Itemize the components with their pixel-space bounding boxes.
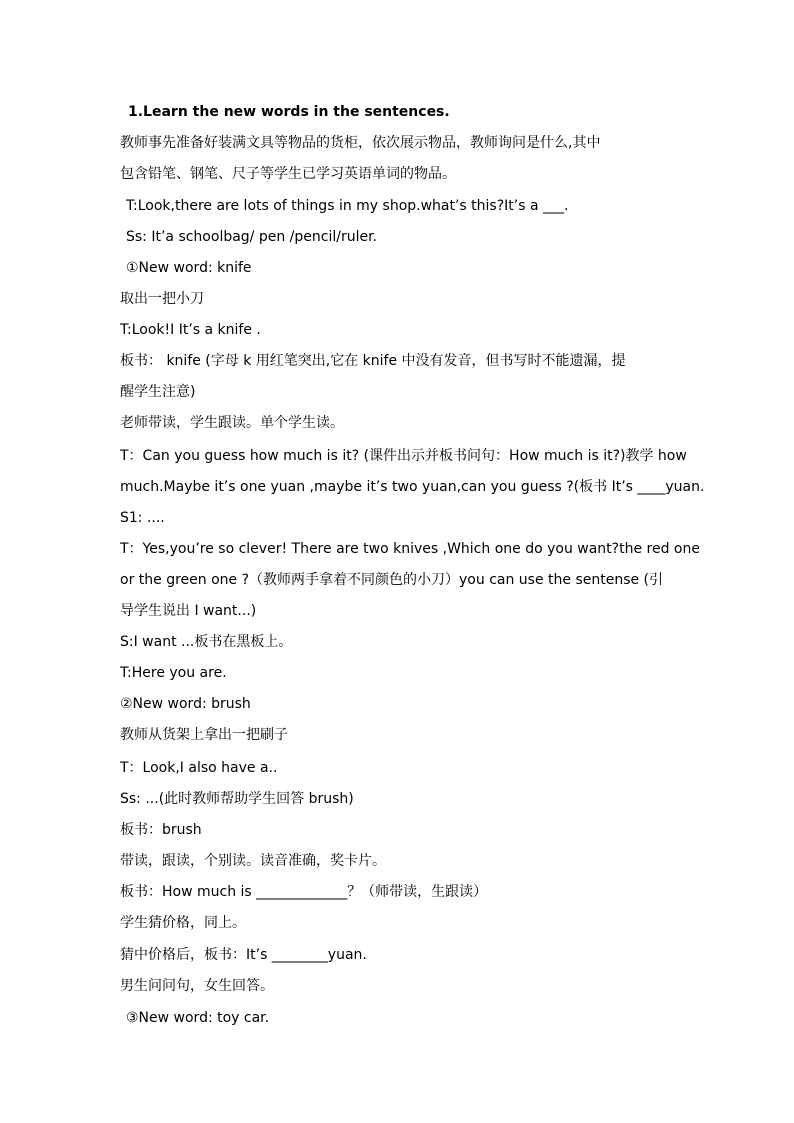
paragraph-line: 包含铅笔、钢笔、尺子等学生已学习英语单词的物品。 (120, 166, 456, 182)
dialogue-line: Ss: It’a schoolbag/ pen /pencil/ruler. (126, 229, 378, 245)
dialogue-line: T:Look,there are lots of things in my shop.what’s this?It’s a ___. (126, 198, 569, 214)
dialogue-line: 导学生说出 I want...) (120, 603, 257, 619)
paragraph-line: 老师带读，学生跟读。单个学生读。 (120, 415, 344, 431)
new-word-heading: ②New word: brush (120, 696, 251, 712)
board-note: 板书：How much is _____________？（师带读，生跟读） (120, 884, 488, 900)
board-note: 猜中价格后，板书：It’s ________yuan. (120, 947, 367, 963)
board-note: 板书： knife (字母 k 用红笔突出,它在 knife 中没有发音，但书写时不能遗漏，提 (120, 353, 626, 369)
paragraph-line: 男生问问句，女生回答。 (120, 978, 274, 994)
new-word-heading: ①New word: knife (126, 260, 252, 276)
dialogue-line: T:Here you are. (120, 665, 227, 681)
dialogue-line: or the green one ?（教师两手拿着不同颜色的小刀）you can use the sentense (引 (120, 572, 664, 588)
dialogue-line: S1: .... (120, 510, 165, 526)
dialogue-line: S:I want ...板书在黑板上。 (120, 634, 293, 650)
section-heading: 1.Learn the new words in the sentences. (128, 104, 450, 120)
dialogue-line: T：Look,I also have a.. (120, 760, 278, 776)
paragraph-line: 教师事先准备好装满文具等物品的货柜，依次展示物品，教师询问是什么,其中 (120, 135, 601, 151)
dialogue-line: T:Look!I It’s a knife . (120, 322, 261, 338)
paragraph-line: 教师从货架上拿出一把刷子 (120, 727, 288, 743)
dialogue-line: much.Maybe it’s one yuan ,maybe it’s two yuan,can you guess ?(板书 It’s ____yuan. (120, 479, 705, 495)
dialogue-line: Ss: ...(此时教师帮助学生回答 brush) (120, 791, 354, 807)
dialogue-line: T：Yes,you’re so clever! There are two knives ,Which one do you want?the red one (120, 541, 700, 557)
board-note: 醒学生注意) (120, 384, 196, 400)
new-word-heading: ③New word: toy car. (126, 1010, 270, 1026)
board-note: 板书：brush (120, 822, 202, 838)
paragraph-line: 取出一把小刀 (120, 291, 204, 307)
paragraph-line: 学生猜价格，同上。 (120, 915, 246, 931)
paragraph-line: 带读，跟读，个别读。读音准确，奖卡片。 (120, 853, 386, 869)
dialogue-line: T：Can you guess how much is it? (课件出示并板书问句：How much is it?)教学 how (120, 448, 687, 464)
